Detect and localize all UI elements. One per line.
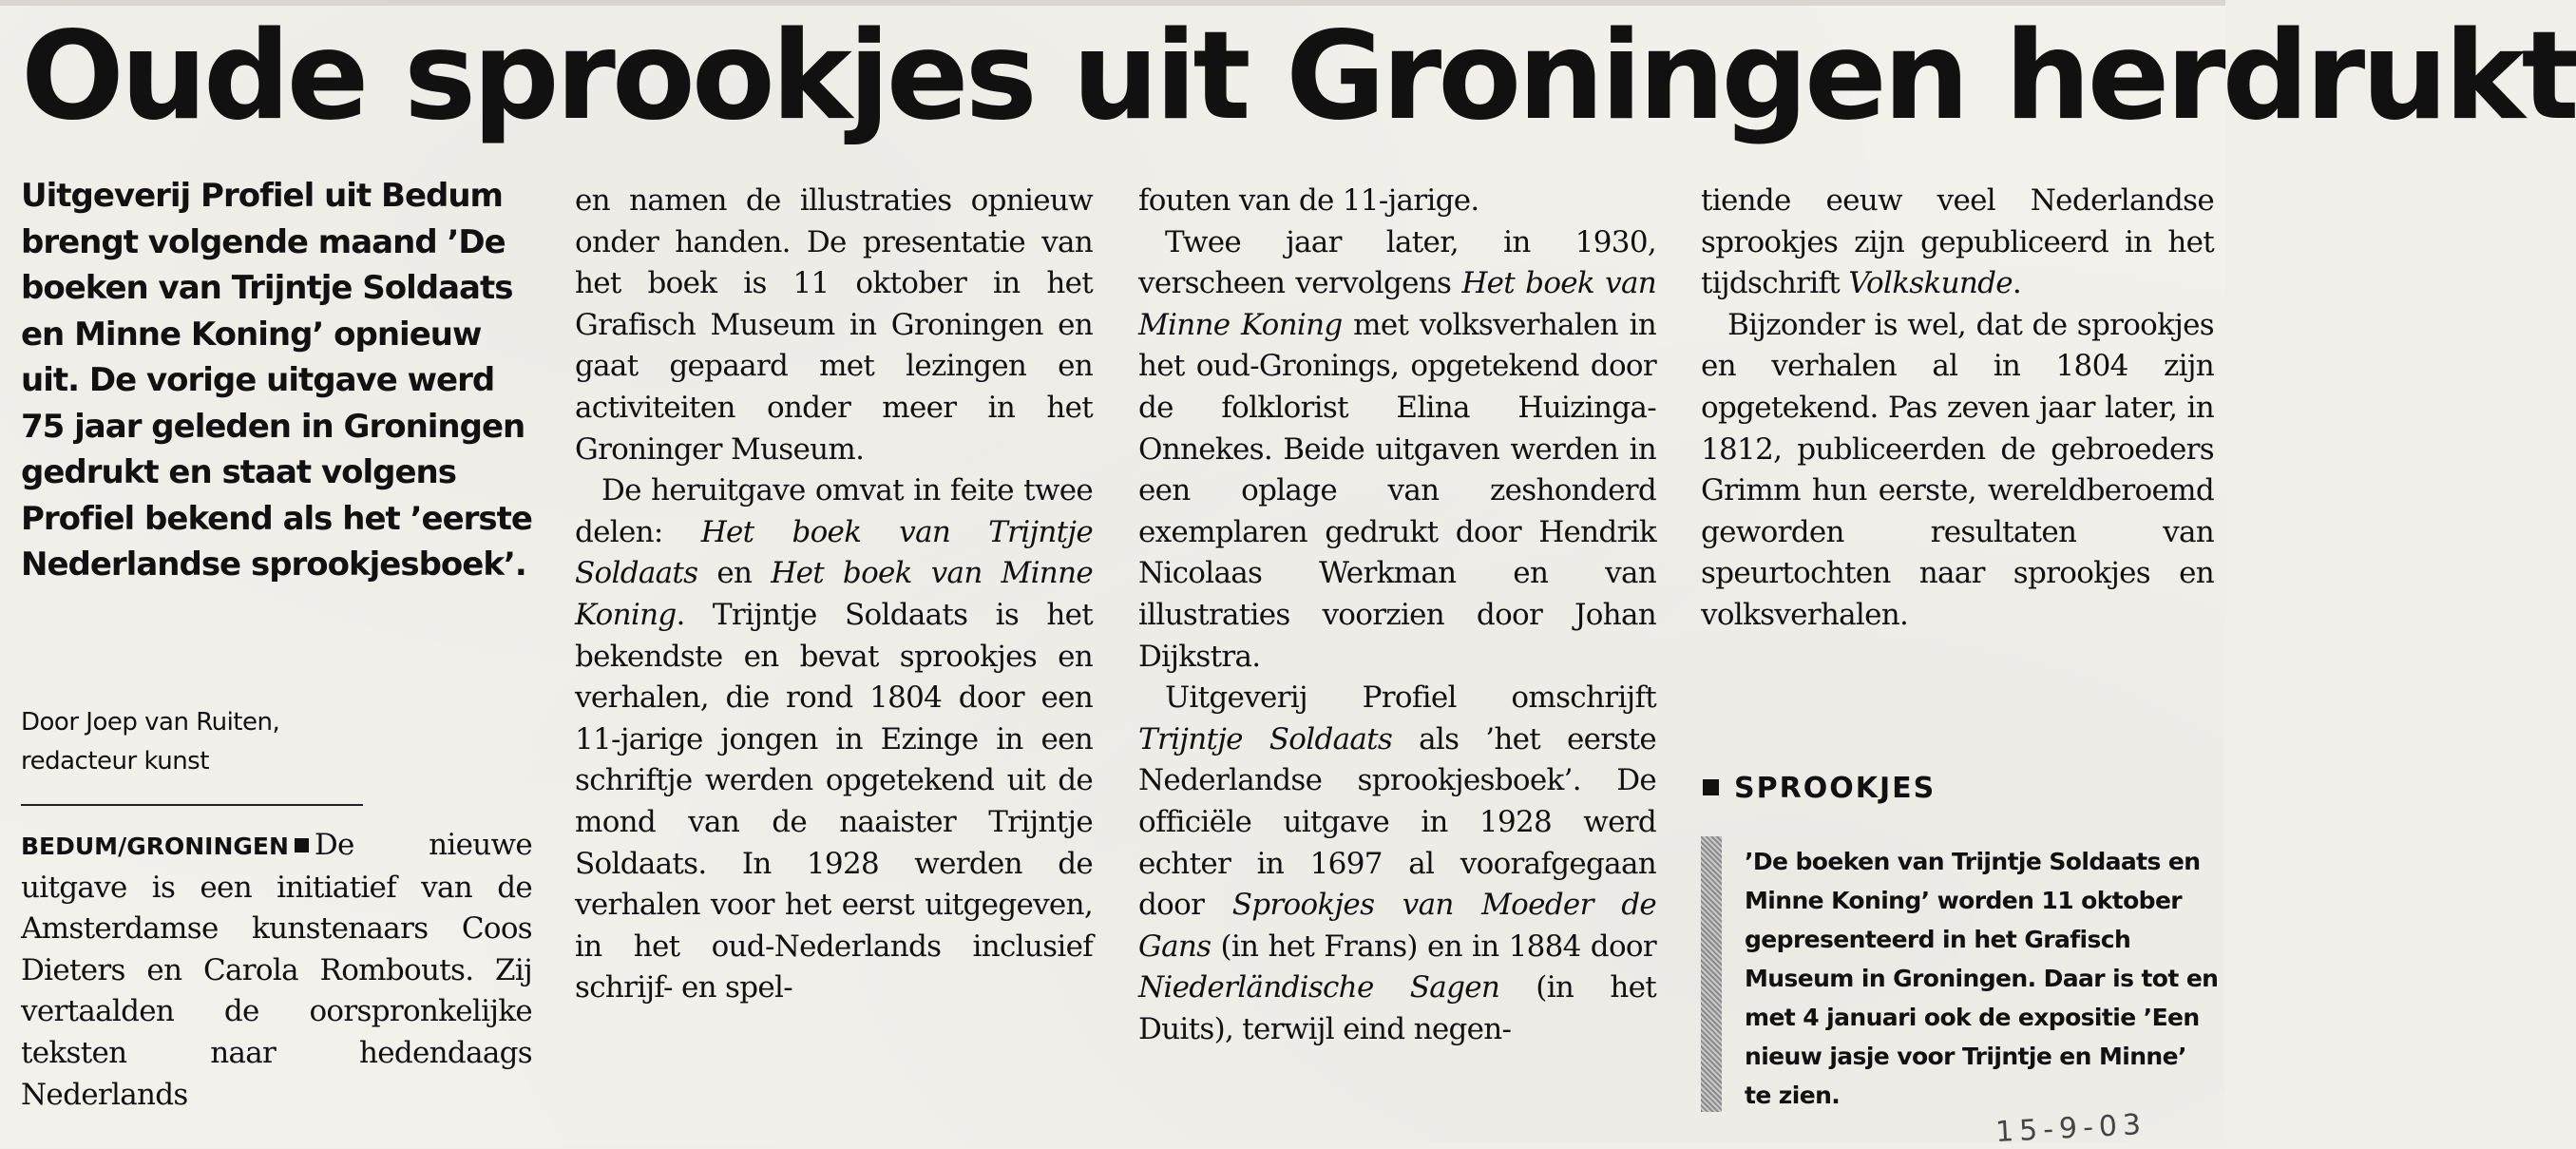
body-paragraph-2-part-2: fouten van de 11-jarige. (1138, 183, 1479, 218)
body-column-2 (575, 181, 1093, 1009)
byline-role: redacteur kunst (21, 747, 209, 776)
body-paragraph-2-part-1: De heruitgave omvat in feite twee delen: Het boek van Trijntje Soldaats en Het boek van Minne Koning. Trijntje Soldaats is het bekendste en bevat sprookjes en verhalen, die rond 1804 door een 11-jarige jongen in Ezinge in een schriftje werden opgetekend uit de mond van de naaister Trijntje Soldaats. In 1928 werden de verhalen voor het eerst uitgegeven, in het oud-Nederlands inclusief schrijf- en spel- (575, 473, 1093, 1005)
body-paragraph-1-part-2: en namen de illustraties opnieuw onder handen. De presentatie van het boek is 11 oktober in het Grafisch Museum in Groningen en gaat gepaard met lezingen en activiteiten onder meer in het Groninger Museum. (575, 183, 1093, 467)
body-column-3 (1138, 181, 1656, 1050)
byline (21, 703, 534, 781)
sidebar-subhead: SPROOKJES (1703, 772, 1936, 805)
dateline-square-icon (295, 838, 309, 852)
sidebar-hatched-bar (1701, 836, 1722, 1112)
body-paragraph-3: Twee jaar later, in 1930, verscheen vervolgens Het boek van Minne Koning met volksverhalen in het oud-Gronings, opgetekend door de folklorist Elina Huizinga-Onnekes. Beide uitgaven werden in een oplage van zeshonderd exemplaren gedrukt door Hendrik Nicolaas Werkman en van illustraties voorzien door Johan Dijkstra. (1138, 224, 1656, 674)
body-paragraph-4-part-1: Uitgeverij Profiel omschrijft Trijntje Soldaats als ’het eerste Nederlandse sprookjesboek’. De officiële uitgave in 1928 werd echter in 1697 al voorafgegaan door Sprookjes van Moeder de Gans (in het Frans) en in 1884 door Niederländische Sagen (in het Duits), terwijl eind negen- (1138, 680, 1657, 1046)
body-paragraph-1-part-1: De nieuwe uitgave is een initiatief van de Amsterdamse kunstenaars Coos Dieters en Carola Rombouts. Zij vertaalden de oorspronkelijke teksten naar hedendaags Nederlands (21, 828, 532, 1112)
body-column-1 (21, 825, 532, 1116)
intro-paragraph: Uitgeverij Profiel uit Bedum brengt volgende maand ’De boeken van Trijntje Soldaats en Minne Koning’ opnieuw uit. De vorige uitgave werd 75 jaar geleden in Groningen gedrukt en staat volgens Profiel bekend als het ’eerste Nederlandse sprookjesboek’. (21, 177, 532, 584)
body-paragraph-4-part-2: tiende eeuw veel Nederlandse sprookjes zijn gepubliceerd in het tijdschrift Volkskunde. (1701, 183, 2214, 301)
headline: Oude sprookjes uit Groningen herdrukt (21, 6, 2576, 147)
handwritten-date: 15-9-03 (1994, 1107, 2147, 1149)
subhead-square-icon (1703, 779, 1719, 795)
body-paragraph-5: Bijzonder is wel, dat de sprookjes en verhalen al in 1804 zijn opgetekend. Pas zeven jaar later, in 1812, publiceerden de gebroeders Grimm hun eerste, wereldberoemd geworden resultaten van speurtochten naar sprookjes en volksverhalen. (1701, 307, 2214, 632)
byline-rule (21, 804, 363, 806)
sidebar-info-text: ’De boeken van Trijntje Soldaats en Minne Koning’ worden 11 oktober gepresenteerd in het Grafisch Museum in Groningen. Daar is tot en met 4 januari ook de expositie ’Een nieuw jasje voor Trijntje en Minne’ te zien. (1745, 848, 2219, 1109)
byline-author: Door Joep van Ruiten, (21, 708, 280, 737)
dateline: BEDUM/GRONINGEN (21, 833, 289, 860)
body-column-4 (1701, 181, 2214, 637)
